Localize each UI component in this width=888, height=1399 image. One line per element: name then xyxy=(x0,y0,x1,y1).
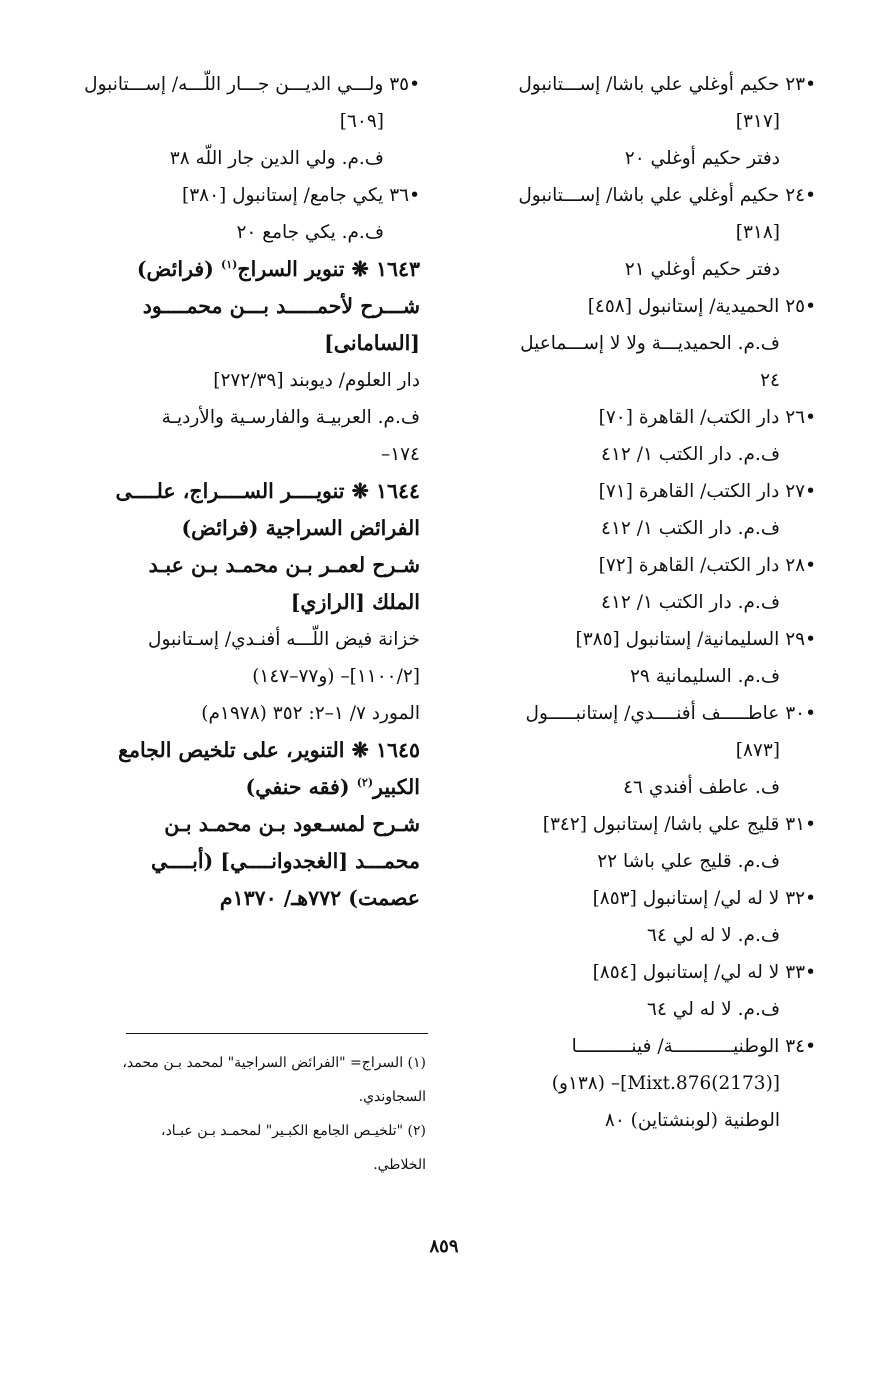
entry-line xyxy=(456,251,816,288)
entry-line-text: ف.م. دار الكتب ١/ ٤١٢ xyxy=(601,444,780,465)
entry-line xyxy=(70,325,420,362)
entry-line xyxy=(456,66,816,103)
entry-line-text: •٣٦ يكي جامع/ إستانبول [٣٨٠] xyxy=(181,185,420,206)
entry-line-text: ف.م. دار الكتب ١/ ٤١٢ xyxy=(601,518,780,539)
entry-line-text: ١٧٤– xyxy=(380,444,420,465)
entry-line xyxy=(70,806,420,843)
entry-line-text: •٣١ قليج علي باشا/ إستانبول [٣٤٢] xyxy=(542,814,816,835)
entry-line-text: الملك [الرازي] xyxy=(290,590,420,614)
entry-line-text: [(2173)Mixt.876]– (١٣٨و) xyxy=(551,1073,780,1094)
entry-line xyxy=(70,362,420,399)
entry-line xyxy=(456,843,816,880)
entry-line-text: ١٦٤٣ ❋ تنوير السراج xyxy=(237,257,420,281)
entry-line xyxy=(70,399,420,436)
entry-line xyxy=(456,140,816,177)
entry-line-text: خزانة فيض اللّـــه أفنـدي/ إسـتانبول xyxy=(148,629,420,650)
entry-line-text: ف.م. لا له لي ٦٤ xyxy=(647,999,780,1020)
entry-line-text: دار العلوم/ ديوبند [٢٧٢/٣٩] xyxy=(213,370,420,391)
entry-line xyxy=(456,473,816,510)
entry-line xyxy=(70,436,420,473)
entry-line xyxy=(456,880,816,917)
entry-line xyxy=(70,621,420,658)
entry-line-text: ف.م. لا له لي ٦٤ xyxy=(647,925,780,946)
footnote-line-text: الخلاطي. xyxy=(373,1157,426,1173)
entry-line-text: •٢٥ الحميدية/ إستانبول [٤٥٨] xyxy=(587,296,816,317)
footnote-line-text: (١) السراج= "الفرائض السراجية" لمحمد بـن محمد، xyxy=(122,1055,426,1071)
entry-line xyxy=(70,843,420,880)
entry-line xyxy=(70,177,420,214)
footnote-line-text: (٢) "تلخيـص الجامع الكبـير" لمحمـد بـن عبـاد، xyxy=(161,1123,426,1139)
entry-line-text: ف. عاطف أفندي ٤٦ xyxy=(623,777,780,798)
entry-line xyxy=(456,732,816,769)
entry-line-text: •٢٦ دار الكتب/ القاهرة [٧٠] xyxy=(598,407,816,428)
footnote-line xyxy=(66,1046,426,1080)
entry-line-text: ف.م. دار الكتب ١/ ٤١٢ xyxy=(601,592,780,613)
entry-line xyxy=(456,547,816,584)
entry-line-text: [٣١٧] xyxy=(735,111,780,132)
entry-line-text: ١٦٤٤ ❋ تنويــــر الســــراج، علــــى xyxy=(115,479,420,503)
entry-line xyxy=(456,584,816,621)
entry-line-text: •٣٣ لا له لي/ إستانبول [٨٥٤] xyxy=(592,962,816,983)
entry-line-text: دفتر حكيم أوغلي ٢٠ xyxy=(624,148,780,169)
entry-line-text: •٢٩ السليمانية/ إستانبول [٣٨٥] xyxy=(575,629,816,650)
entry-line-text: دفتر حكيم أوغلي ٢١ xyxy=(624,259,780,280)
entry-line-text: ف.م. العربيـة والفارسـية والأرديـة xyxy=(161,407,420,428)
entry-line-text: شـرح لعمـر بـن محمـد بـن عبـد xyxy=(148,553,420,577)
entry-line xyxy=(70,473,420,510)
entry-line xyxy=(70,769,420,806)
entry-line-text: الفرائض السراجية (فرائض) xyxy=(181,516,420,540)
entry-line xyxy=(70,288,420,325)
page-number: ٨٥٩ xyxy=(429,1236,459,1257)
entry-line xyxy=(456,362,816,399)
entry-line xyxy=(456,103,816,140)
entry-line-text: [السامانى] xyxy=(324,331,420,355)
left-column xyxy=(70,66,420,917)
entry-line-text: •٢٨ دار الكتب/ القاهرة [٧٢] xyxy=(598,555,816,576)
entry-line xyxy=(456,399,816,436)
subject-tag: (فرائض) xyxy=(136,257,222,281)
entry-line-text: ف.م. يكي جامع ٢٠ xyxy=(236,222,384,243)
entry-line xyxy=(70,880,420,917)
entry-line-text: •٣٢ لا له لي/ إستانبول [٨٥٣] xyxy=(592,888,816,909)
right-column xyxy=(456,66,816,1139)
entry-line xyxy=(456,695,816,732)
entry-line-text: شـــرح لأحمـــــد بـــن محمــــود xyxy=(142,294,420,318)
footnote-line xyxy=(66,1114,426,1148)
entry-line xyxy=(456,917,816,954)
entry-line-text: •٣٠ عاطـــــف أفنــــدي/ إستانبـــــول xyxy=(525,703,816,724)
entry-line xyxy=(70,214,420,251)
entry-line xyxy=(70,103,420,140)
entry-line-text: ٢٤ xyxy=(760,370,780,391)
entry-line-text: عصمت) ٧٧٢هـ/ ١٣٧٠م xyxy=(219,886,420,910)
entry-line xyxy=(456,621,816,658)
entry-line xyxy=(70,584,420,621)
entry-line-text: الكبير xyxy=(373,775,420,799)
entry-line-text: شـرح لمسـعود بـن محمـد بـن xyxy=(164,812,420,836)
footnote-marker: (١) xyxy=(221,258,238,272)
entry-line xyxy=(456,806,816,843)
footnote-line-text: السجاوندي. xyxy=(358,1089,426,1105)
entry-line-text: محمـــد [الغجدوانــــي] (أبــــي xyxy=(151,849,420,873)
entry-line-text: المورد ٧/ ١–٢: ٣٥٢ (١٩٧٨م) xyxy=(201,703,420,724)
entry-line-text: ف.م. قليج علي باشا ٢٢ xyxy=(597,851,780,872)
entry-line xyxy=(70,510,420,547)
entry-line xyxy=(456,436,816,473)
entry-line xyxy=(456,177,816,214)
entry-line xyxy=(456,1028,816,1065)
entry-line xyxy=(70,251,420,288)
footnote-line xyxy=(66,1148,426,1182)
entry-line-text: ١٦٤٥ ❋ التنوير، على تلخيص الجامع xyxy=(118,738,420,762)
entry-line xyxy=(70,140,420,177)
entry-line xyxy=(456,769,816,806)
entry-line-text: ف.م. ولي الدين جار اللّه ٣٨ xyxy=(169,148,384,169)
footnote-line xyxy=(66,1080,426,1114)
entry-line-text: [٨٧٣] xyxy=(735,740,780,761)
entry-line-text: •٣٥ ولـــي الديـــن جـــار اللّـــه/ إســـتانبول xyxy=(84,74,420,95)
entry-line xyxy=(70,547,420,584)
entry-line xyxy=(456,1065,816,1102)
entry-line-text: [٦٠٩] xyxy=(339,111,384,132)
entry-line xyxy=(70,66,420,103)
subject-tag: (فقه حنفي) xyxy=(245,775,357,799)
entry-line xyxy=(70,695,420,732)
entry-line-text: ف.م. الحميديـــة ولا لا إســـماعيل xyxy=(520,333,780,354)
entry-line-text: •٣٤ الوطنيـــــــــــة/ فينــــــــــا xyxy=(571,1036,816,1057)
entry-line xyxy=(456,214,816,251)
entry-line-text: •٢٣ حكيم أوغلي علي باشا/ إســـتانبول xyxy=(518,74,816,95)
entry-line-text: •٢٤ حكيم أوغلي علي باشا/ إســـتانبول xyxy=(518,185,816,206)
entry-line-text: [١١٠٠/٢]– (و٧٧–١٤٧) xyxy=(252,666,420,687)
entry-line xyxy=(456,991,816,1028)
footnote-marker: (٢) xyxy=(356,776,374,790)
entry-line xyxy=(456,658,816,695)
footnote-separator xyxy=(126,1033,428,1034)
entry-line xyxy=(70,658,420,695)
entry-line-text: ف.م. السليمانية ٢٩ xyxy=(630,666,780,687)
entry-line-text: [٣١٨] xyxy=(735,222,780,243)
entry-line-text: الوطنية (لوبنشتاين) ٨٠ xyxy=(604,1110,780,1131)
entry-line xyxy=(456,325,816,362)
entry-line xyxy=(456,1102,816,1139)
entry-line xyxy=(456,288,816,325)
entry-line xyxy=(456,510,816,547)
footnotes xyxy=(66,1046,426,1182)
entry-line-text: •٢٧ دار الكتب/ القاهرة [٧١] xyxy=(598,481,816,502)
entry-line xyxy=(70,732,420,769)
entry-line xyxy=(456,954,816,991)
